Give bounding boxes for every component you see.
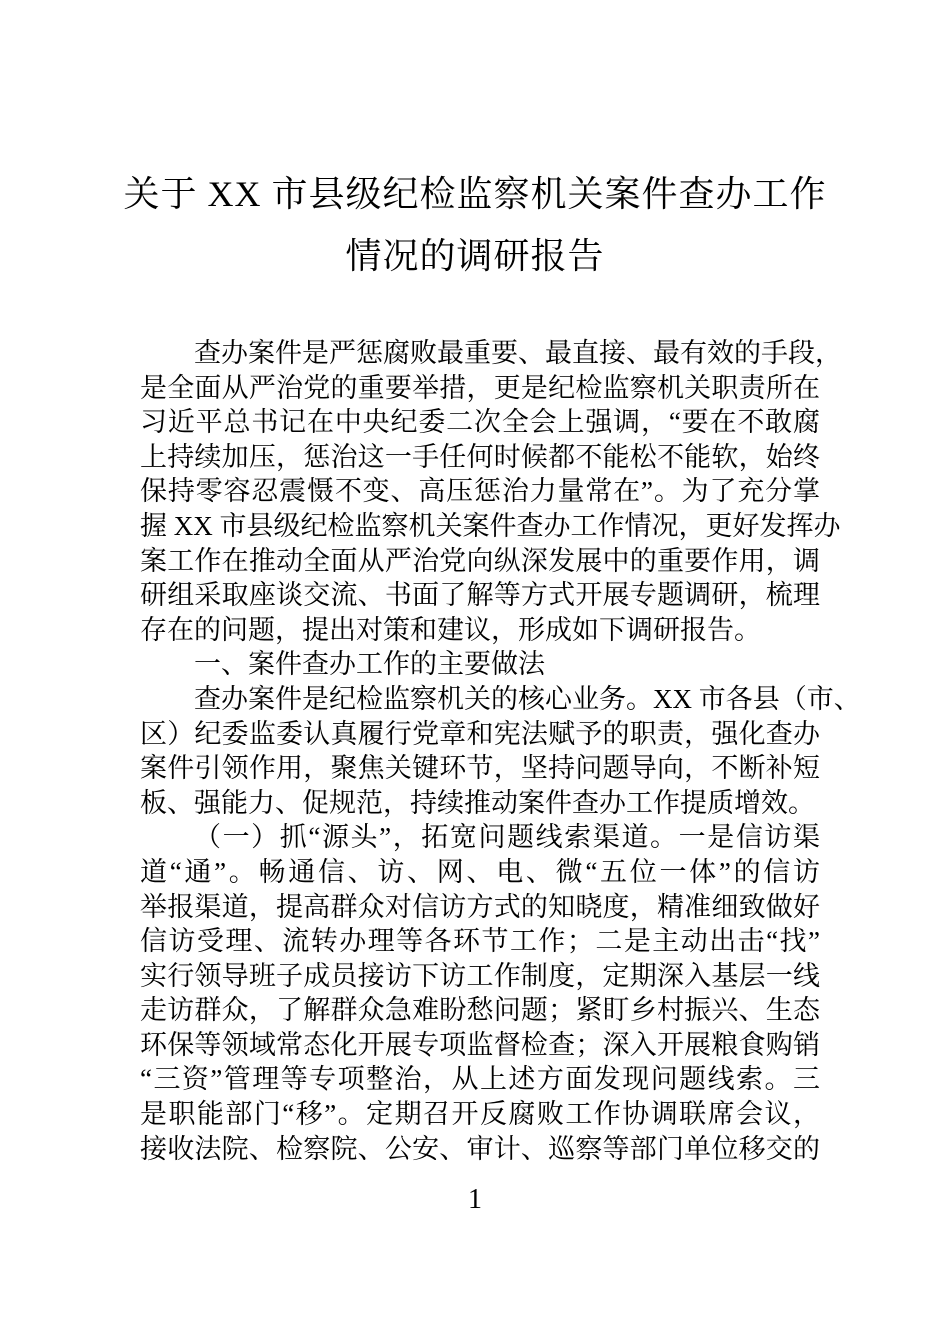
body-line-16: 道“通”。畅通信、访、网、电、微“五位一体”的信访 — [140, 856, 820, 887]
body-line-1: 查办案件是严惩腐败最重要、最直接、最有效的手段， — [194, 338, 842, 368]
body-line-11: 查办案件是纪检监察机关的核心业务。XX 市各县（市、 — [194, 683, 861, 714]
title-line-2: 情况的调研报告 — [345, 236, 605, 276]
body-line-20: 走访群众，了解群众急难盼愁问题；紧盯乡村振兴、生态 — [140, 995, 820, 1026]
body-line-7: 案工作在推动全面从严治党向纵深发展中的重要作用，调 — [140, 545, 820, 576]
body-line-3: 习近平总书记在中央纪委二次全会上强调，“要在不敢腐 — [140, 407, 820, 438]
document-title — [0, 163, 950, 287]
body-line-22: “三资”管理等专项整治，从上述方面发现问题线索。三 — [140, 1064, 820, 1095]
body-line-2: 是全面从严治党的重要举措，更是纪检监察机关职责所在 — [140, 372, 820, 403]
body-line-14: 板、强能力、促规范，持续推动案件查办工作提质增效。 — [140, 787, 815, 818]
body-line-6: 握 XX 市县级纪检监察机关案件查办工作情况，更好发挥办 — [140, 510, 841, 541]
page-number: 1 — [468, 1184, 482, 1216]
body-line-23: 是职能部门“移”。定期召开反腐败工作协调联席会议， — [140, 1099, 820, 1130]
body-line-9: 存在的问题，提出对策和建议，形成如下调研报告。 — [140, 614, 761, 645]
body-line-18: 信访受理、流转办理等各环节工作；二是主动出击“找” — [140, 926, 820, 957]
body-line-5: 保持零容忍震慑不变、高压惩治力量常在”。为了充分掌 — [140, 476, 820, 507]
body-line-19: 实行领导班子成员接访下访工作制度，定期深入基层一线 — [140, 960, 820, 991]
body-line-21: 环保等领域常态化开展专项监督检查；深入开展粮食购销 — [140, 1029, 820, 1060]
body-line-12: 区）纪委监委认真履行党章和宪法赋予的职责，强化查办 — [140, 718, 820, 749]
document-body — [140, 336, 861, 1166]
body-line-24: 接收法院、检察院、公安、审计、巡察等部门单位移交的 — [140, 1133, 820, 1164]
section-heading-1: 一、案件查办工作的主要做法 — [194, 649, 545, 680]
body-line-4: 上持续加压，惩治这一手任何时候都不能松不能软，始终 — [140, 441, 820, 472]
body-line-15: （一）抓“源头”，拓宽问题线索渠道。一是信访渠 — [194, 822, 820, 853]
title-line-1: 关于 XX 市县级纪检监察机关案件查办工作 — [123, 174, 827, 214]
body-line-8: 研组采取座谈交流、书面了解等方式开展专题调研，梳理 — [140, 580, 820, 611]
body-line-13: 案件引领作用，聚焦关键环节，坚持问题导向，不断补短 — [140, 753, 820, 784]
body-line-17: 举报渠道，提高群众对信访方式的知晓度，精准细致做好 — [140, 891, 820, 922]
